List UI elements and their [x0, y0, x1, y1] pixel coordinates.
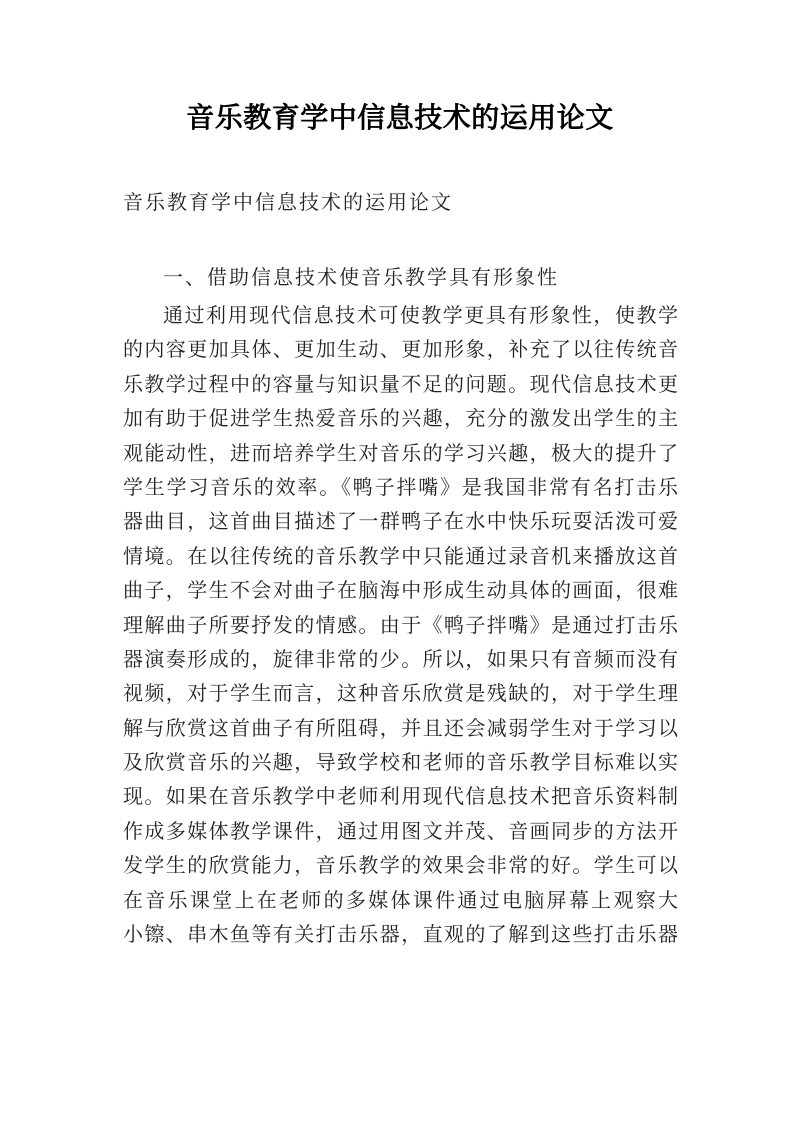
paragraph-line: 及欣赏音乐的兴趣，导致学校和老师的音乐教学目标难以实 — [123, 750, 678, 775]
paragraph-line: 解与欣赏这首曲子有所阻碍，并且还会减弱学生对于学习以 — [123, 715, 678, 740]
paragraph-line: 的内容更加具体、更加生动、更加形象，补充了以往传统音 — [123, 337, 678, 362]
document-subtitle: 音乐教育学中信息技术的运用论文 — [123, 190, 453, 214]
paragraph-line: 器曲目，这首曲目描述了一群鸭子在水中快乐玩耍活泼可爱 — [123, 509, 678, 534]
paragraph-line: 在音乐课堂上在老师的多媒体课件通过电脑屏幕上观察大 — [123, 887, 678, 912]
paragraph-line: 曲子，学生不会对曲子在脑海中形成生动具体的画面，很难 — [123, 578, 678, 603]
paragraph-line: 理解曲子所要抒发的情感。由于《鸭子拌嘴》是通过打击乐 — [123, 612, 678, 637]
body-paragraph — [123, 298, 678, 951]
paragraph-line: 学生学习音乐的效率。《鸭子拌嘴》是我国非常有名打击乐 — [123, 474, 678, 499]
document-title: 音乐教育学中信息技术的运用论文 — [186, 101, 614, 134]
paragraph-line: 情境。在以往传统的音乐教学中只能通过录音机来播放这首 — [123, 543, 678, 568]
paragraph-line: 观能动性，进而培养学生对音乐的学习兴趣，极大的提升了 — [123, 440, 678, 465]
paragraph-line: 通过利用现代信息技术可使教学更具有形象性，使教学 — [163, 303, 678, 327]
section-heading: 一、借助信息技术使音乐教学具有形象性 — [163, 265, 559, 289]
paragraph-line: 现。如果在音乐教学中老师利用现代信息技术把音乐资料制 — [123, 784, 678, 809]
paragraph-line: 视频，对于学生而言，这种音乐欣赏是残缺的，对于学生理 — [123, 681, 678, 706]
paragraph-line: 发学生的欣赏能力，音乐教学的效果会非常的好。学生可以 — [123, 853, 678, 878]
paragraph-line: 作成多媒体教学课件，通过用图文并茂、音画同步的方法开 — [123, 818, 678, 843]
paragraph-line: 小镲、串木鱼等有关打击乐器，直观的了解到这些打击乐器 — [123, 922, 678, 947]
paragraph-line: 乐教学过程中的容量与知识量不足的问题。现代信息技术更 — [123, 371, 678, 396]
paragraph-line: 器演奏形成的，旋律非常的少。所以，如果只有音频而没有 — [123, 646, 678, 671]
paragraph-line: 加有助于促进学生热爱音乐的兴趣，充分的激发出学生的主 — [123, 406, 678, 431]
